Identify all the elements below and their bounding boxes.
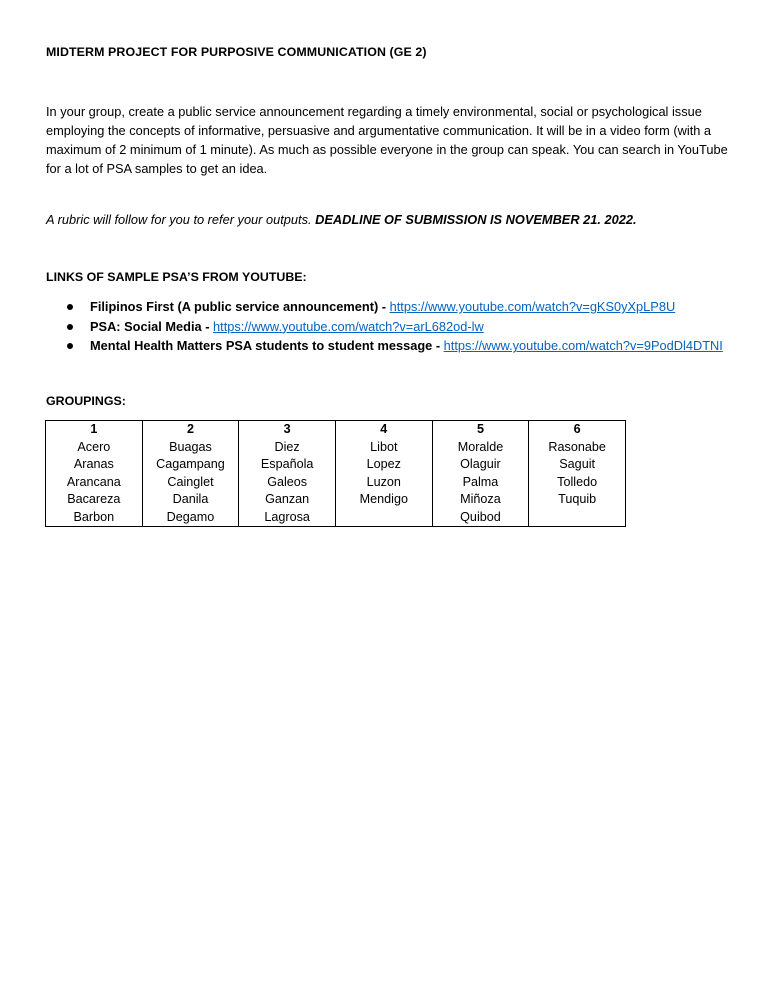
member-cell: Barbon [46,509,143,527]
member-cell: Diez [239,439,336,457]
group-header: 5 [432,421,529,439]
member-cell: Galeos [239,474,336,492]
member-cell: Ganzan [239,491,336,509]
group-header: 4 [335,421,432,439]
rubric-note [46,210,736,229]
member-cell: Quibod [432,509,529,527]
groupings-table [45,420,626,527]
member-cell: Española [239,456,336,474]
table-row [46,439,626,457]
list-item [46,297,746,317]
instructions-paragraph: In your group, create a public service announcement regarding a timely environmental, social or psychological issue employing the concepts of informative, persuasive and argumentative communication. It will be in a video form (with a maximum of 2 minimum of 1 minute). As much as possible everyone in the group can speak. You can search in YouTube for a lot of PSA samples to get an idea. [46,104,728,176]
group-header: 1 [46,421,143,439]
member-cell: Rasonabe [529,439,626,457]
youtube-link-filipinos-first[interactable]: https://www.youtube.com/watch?v=gKS0yXpLP8U [389,299,676,314]
list-item [46,317,746,337]
member-cell: Arancana [46,474,143,492]
member-cell: Lopez [335,456,432,474]
bullet-icon [67,304,73,310]
rubric-text: A rubric will follow for you to refer your outputs. [46,212,316,227]
member-cell: Aranas [46,456,143,474]
bullet-icon [67,343,73,349]
bullet-icon [67,324,73,330]
group-header: 3 [239,421,336,439]
link-label: Mental Health Matters PSA students to student message - [90,338,444,354]
table-row [46,491,626,509]
list-item [46,336,746,356]
member-cell: Luzon [335,474,432,492]
member-cell [529,509,626,527]
links-heading: LINKS OF SAMPLE PSA’S FROM YOUTUBE: [46,270,307,284]
member-cell: Libot [335,439,432,457]
member-cell [335,509,432,527]
table-row [46,474,626,492]
member-cell: Mendigo [335,491,432,509]
member-cell: Degamo [142,509,239,527]
member-cell: Acero [46,439,143,457]
member-cell: Danila [142,491,239,509]
deadline-text: DEADLINE OF SUBMISSION IS NOVEMBER 21. 2022. [315,212,637,227]
member-cell: Miñoza [432,491,529,509]
groupings-heading: GROUPINGS: [46,394,126,408]
member-cell: Moralde [432,439,529,457]
sample-links-list [46,297,746,356]
member-cell: Cainglet [142,474,239,492]
member-cell: Olaguir [432,456,529,474]
member-cell: Lagrosa [239,509,336,527]
youtube-link-mental-health[interactable]: https://www.youtube.com/watch?v=9PodDl4DTNI [443,338,723,354]
member-cell: Tuquib [529,491,626,509]
table-row [46,509,626,527]
table-row [46,456,626,474]
group-header: 6 [529,421,626,439]
member-cell: Tolledo [529,474,626,492]
member-cell: Bacareza [46,491,143,509]
member-cell: Buagas [142,439,239,457]
link-label: Filipinos First (A public service announcement) - [90,299,390,314]
document-title: MIDTERM PROJECT FOR PURPOSIVE COMMUNICATION (GE 2) [46,45,427,59]
group-header: 2 [142,421,239,439]
link-label: PSA: Social Media - [90,318,214,334]
youtube-link-social-media[interactable]: https://www.youtube.com/watch?v=arL682od-lw [213,318,484,334]
member-cell: Cagampang [142,456,239,474]
member-cell: Saguit [529,456,626,474]
member-cell: Palma [432,474,529,492]
table-header-row [46,421,626,439]
